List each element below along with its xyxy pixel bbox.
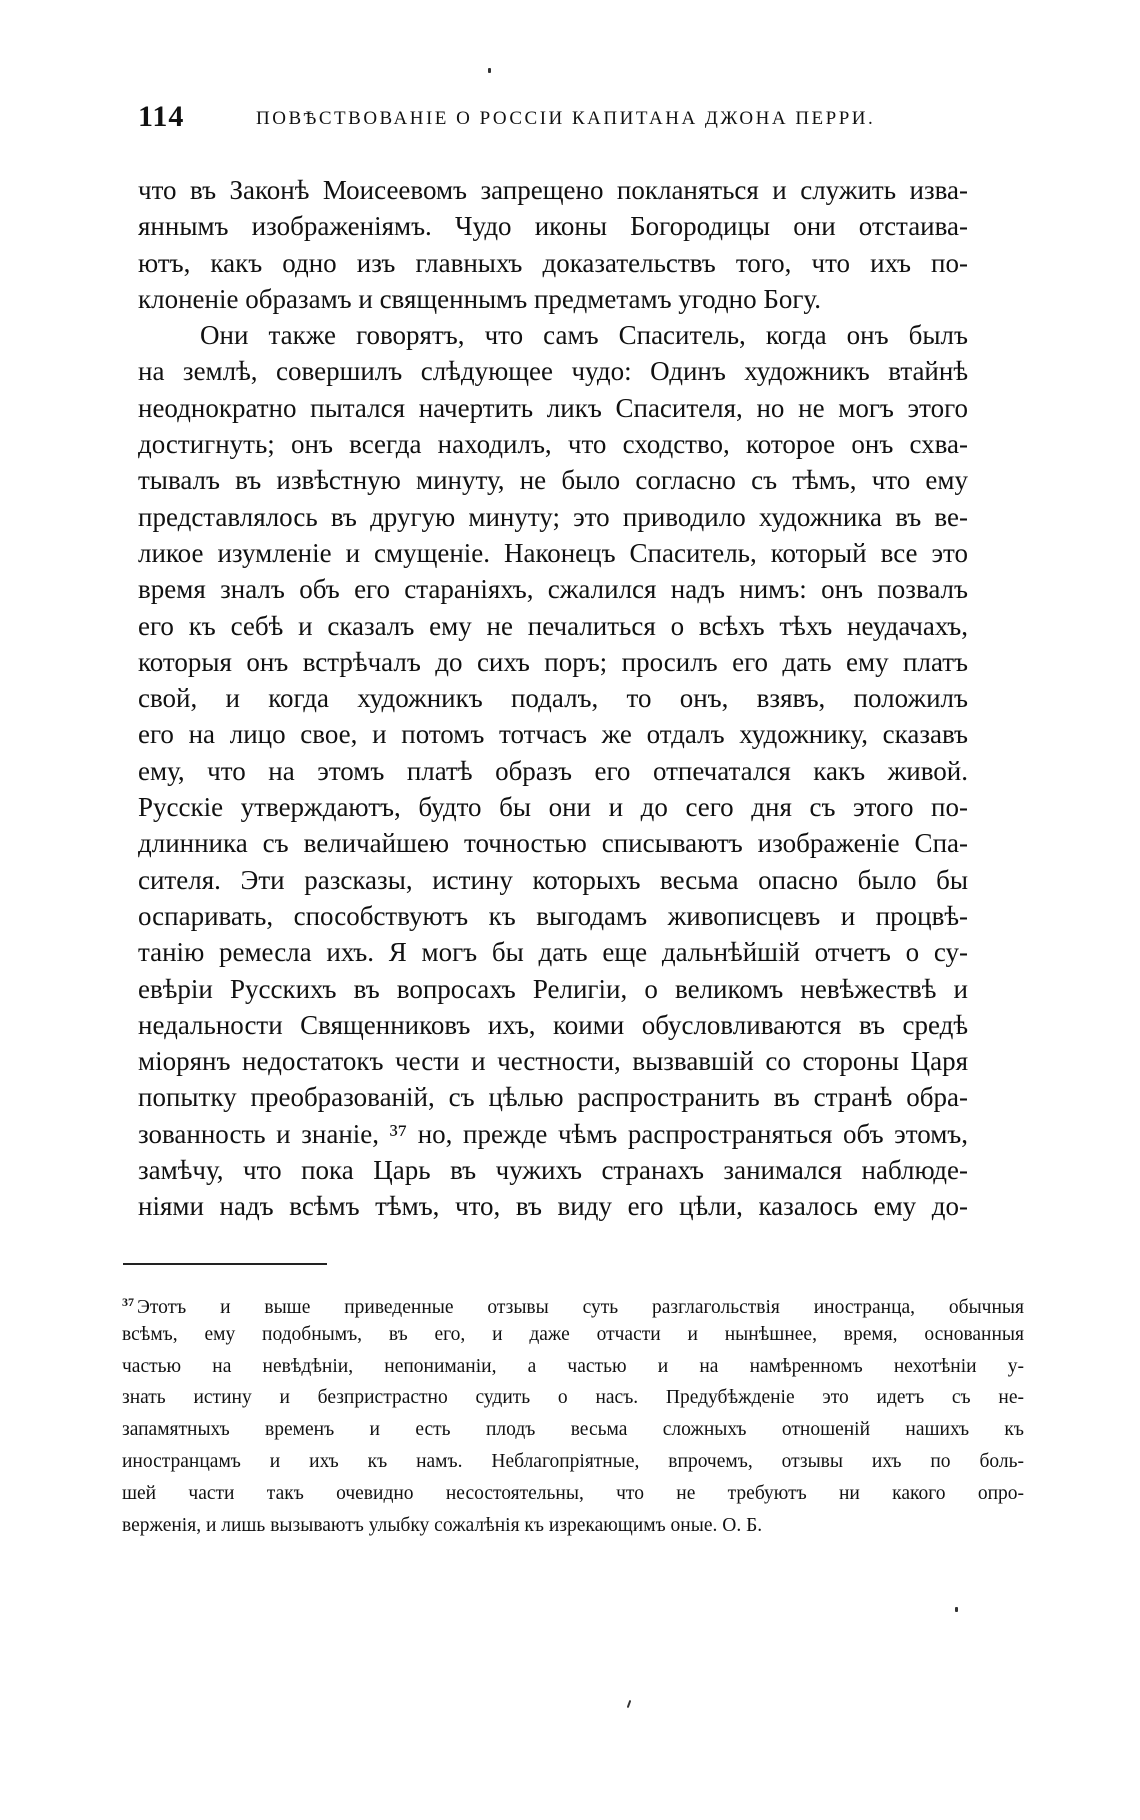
text-line: клоненіе образамъ и священнымъ предметамъ угодно Богу. (138, 283, 821, 314)
text-line: длинника съ величайшею точностью списываютъ изображеніе Спа- (138, 828, 968, 859)
footnote (122, 1287, 1024, 1541)
text-line: сителя. Эти разсказы, истину которыхъ весьма опасно было бы (138, 864, 968, 895)
footnote-line: всѣмъ, ему подобнымъ, въ его, и даже отчасти и нынѣшнее, время, основанныя (122, 1323, 1024, 1345)
text-line: что въ Законѣ Моисеевомъ запрещено покланяться и служить изва- (138, 175, 968, 205)
main-text (138, 172, 968, 1225)
ink-speck (488, 68, 491, 73)
text-line: Русскіе утверждаютъ, будто бы они и до сего дня съ этого по- (138, 792, 968, 823)
text-line: время зналъ объ его стараніяхъ, сжалился надъ нимъ: онъ позвалъ (138, 574, 968, 605)
text-line: которыя онъ встрѣчалъ до сихъ поръ; просилъ его дать ему платъ (138, 646, 968, 677)
footnote-marker: 37 (122, 1295, 134, 1309)
text-line: танію ремесла ихъ. Я могъ бы дать еще дальнѣйшій отчетъ о су- (138, 937, 968, 968)
text-line: его на лицо свое, и потомъ тотчасъ же отдалъ художнику, сказавъ (138, 719, 968, 750)
text-line: ютъ, какъ одно изъ главныхъ доказательствъ того, что ихъ по- (138, 247, 968, 278)
text-line: неоднократно пытался начертить ликъ Спасителя, но не могъ этого (138, 392, 968, 423)
text-line: зованность и знаніе, ³⁷ но, прежде чѣмъ распространяться объ этомъ, (138, 1118, 968, 1149)
page-header (138, 100, 968, 140)
text-line: евѣріи Русскихъ въ вопросахъ Религіи, о великомъ невѣжествѣ и (138, 973, 968, 1004)
text-line: попытку преобразованій, съ цѣлью распространить въ странѣ обра- (138, 1082, 968, 1113)
footnote-line: шей части такъ очевидно несостоятельны, что не требуютъ ни какого опро- (122, 1482, 1024, 1504)
ink-speck (955, 1607, 958, 1612)
running-title: ПОВѢСТВОВАНІЕ О РОССІИ КАПИТАНА ДЖОНА ПЕРРИ. (256, 108, 876, 129)
footnote-line: знать истину и безпристрастно судить о насъ. Предубѣжденіе это идетъ съ не- (122, 1387, 1024, 1409)
footnote-line (122, 1287, 1024, 1319)
text-line: свой, и когда художникъ подалъ, то онъ, взявъ, положилъ (138, 683, 968, 714)
text-line: Они также говорятъ, что самъ Спаситель, когда онъ былъ (200, 320, 968, 351)
page-number: 114 (138, 100, 185, 133)
footnote-divider (123, 1263, 327, 1265)
footnote-line: иностранцамъ и ихъ къ намъ. Неблагопріятные, впрочемъ, отзывы ихъ по боль- (122, 1450, 1024, 1472)
text-line: ему, что на этомъ платѣ образъ его отпечатался какъ живой. (138, 755, 968, 786)
text-line: достигнуть; онъ всегда находилъ, что сходство, которое онъ схва- (138, 429, 968, 460)
text-line: недальности Священниковъ ихъ, коими обусловливаются въ средѣ (138, 1009, 968, 1040)
text-line: его къ себѣ и сказалъ ему не печалиться о всѣхъ тѣхъ неудачахъ, (138, 610, 968, 641)
text-line: ніями надъ всѣмъ тѣмъ, что, въ виду его цѣли, казалось ему до- (138, 1191, 968, 1222)
footnote-line: частью на невѣдѣніи, непониманіи, а частью и на намѣренномъ нехотѣніи у- (122, 1355, 1024, 1377)
text-line: тывалъ въ извѣстную минуту, не было согласно съ тѣмъ, что ему (138, 465, 968, 496)
footnote-line: верженія, и лишь вызываютъ улыбку сожалѣнія къ изрекающимъ оные. О. Б. (122, 1514, 763, 1536)
text-line: замѣчу, что пока Царь въ чужихъ странахъ занимался наблюде- (138, 1155, 968, 1186)
ink-speck (627, 1700, 632, 1708)
text-line: представлялось въ другую минуту; это приводило художника въ ве- (138, 501, 968, 532)
text-line: яннымъ изображеніямъ. Чудо иконы Богородицы они отстаива- (138, 211, 968, 242)
footnote-line: запамятныхъ временъ и есть плодъ весьма сложныхъ отношеній нашихъ къ (122, 1419, 1024, 1441)
text-line: ликое изумленіе и смущеніе. Наконецъ Спаситель, который все это (138, 537, 968, 568)
text-line: на землѣ, совершилъ слѣдующее чудо: Одинъ художникъ втайнѣ (138, 356, 968, 387)
footnote-line-text: Этотъ и выше приведенные отзывы суть разглагольствія иностранца, обычныя (137, 1297, 1024, 1318)
text-line: оспаривать, способствуютъ къ выгодамъ живописцевъ и процвѣ- (138, 900, 968, 931)
text-line: міорянъ недостатокъ чести и честности, вызвавшій со стороны Царя (138, 1046, 968, 1077)
